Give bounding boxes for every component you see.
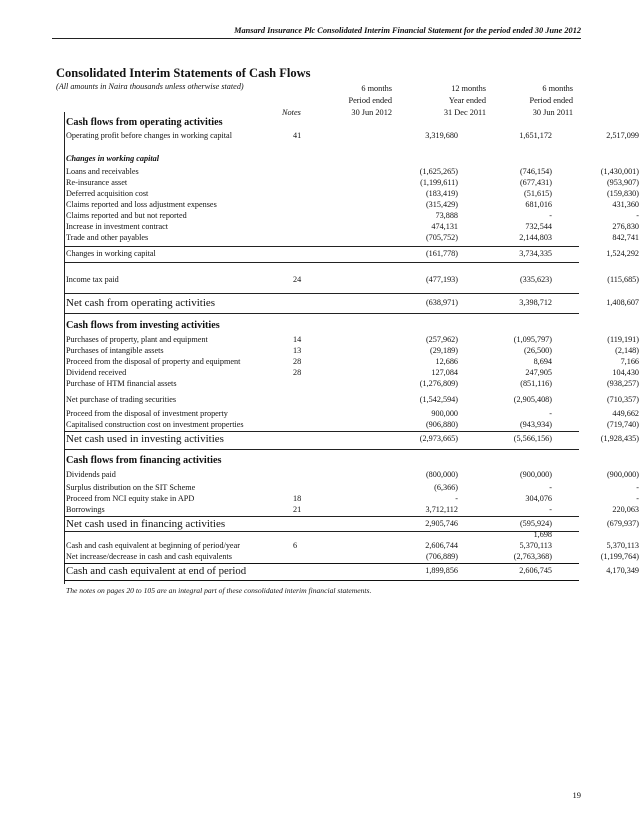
rule bbox=[64, 516, 579, 517]
table-row: Net purchase of trading securities (1,542,594) (2,905,408) (710,357) bbox=[66, 395, 639, 404]
table-row: Surplus distribution on the SIT Scheme (6,366) - - bbox=[66, 483, 639, 492]
table-row: Purchases of intangible assets 13 (29,189) (26,500) (2,148) bbox=[66, 346, 639, 355]
table-row: Cash flows from investing activities bbox=[66, 320, 220, 331]
table-row: Borrowings 21 3,712,112 - 220,063 bbox=[66, 505, 639, 514]
table-row: Proceed from the disposal of investment property 900,000 - 449,662 bbox=[66, 409, 639, 418]
table-row: Operating profit before changes in working capital 41 3,319,680 1,651,172 2,517,099 bbox=[66, 131, 639, 140]
col3-header-line3: 30 Jun 2011 bbox=[532, 108, 573, 117]
footnote: The notes on pages 20 to 105 are an integral part of these consolidated interim financial statements. bbox=[66, 586, 372, 595]
table-row: Loans and receivables (1,625,265) (746,154) (1,430,001) bbox=[66, 167, 639, 176]
col3-header-line2: Period ended bbox=[529, 96, 573, 105]
table-row: Claims reported and loss adjustment expenses (315,429) 681,016 431,360 bbox=[66, 200, 639, 209]
table-row: Increase in investment contract 474,131 732,544 276,830 bbox=[66, 222, 639, 231]
rule bbox=[64, 431, 579, 432]
col1-header-line1: 6 months bbox=[361, 84, 392, 93]
header-rule bbox=[52, 38, 581, 39]
table-row: Purchase of HTM financial assets (1,276,809) (851,116) (938,257) bbox=[66, 379, 639, 388]
table-row: Cash and cash equivalent at end of period 1,899,856 2,606,745 4,170,349 bbox=[66, 565, 639, 577]
rule bbox=[64, 580, 579, 581]
rule bbox=[64, 449, 579, 450]
table-row: Trade and other payables (705,752) 2,144,803 842,741 bbox=[66, 233, 639, 242]
table-row: Cash flows from operating activities bbox=[66, 117, 223, 128]
rule bbox=[64, 262, 579, 263]
table-row: Deferred acquisition cost (183,419) (51,615) (159,830) bbox=[66, 189, 639, 198]
table-row: Proceed from NCI equity stake in APD 18 - 304,076 - bbox=[66, 494, 639, 503]
col1-header-line3: 30 Jun 2012 bbox=[351, 108, 392, 117]
table-row: Net increase/decrease in cash and cash equivalents (706,889) (2,763,368) (1,199,764) bbox=[66, 552, 639, 561]
table-row: Net cash from operating activities (638,971) 3,398,712 1,408,607 bbox=[66, 297, 639, 309]
rule bbox=[64, 563, 579, 564]
table-row: Income tax paid 24 (477,193) (335,623) (115,685) bbox=[66, 275, 639, 284]
table-row: Dividends paid (800,000) (900,000) (900,000) bbox=[66, 470, 639, 479]
table-row: Changes in working capital bbox=[66, 154, 160, 163]
col2-header-line1: 12 months bbox=[451, 84, 486, 93]
table-row: Proceed from the disposal of property and equipment 28 12,686 8,694 7,166 bbox=[66, 357, 639, 366]
table-row: Capitalised construction cost on investment properties (906,880) (943,934) (719,740) bbox=[66, 420, 639, 429]
statement-title: Consolidated Interim Statements of Cash Flows bbox=[56, 66, 311, 80]
table-row: Cash flows from financing activities bbox=[66, 455, 222, 466]
table-row: Cash and cash equivalent at beginning of period/year 6 2,606,744 5,370,113 5,370,113 bbox=[66, 541, 639, 550]
table-row: Net cash used in investing activities (2,973,665) (5,566,156) (1,928,435) bbox=[66, 433, 639, 445]
rule bbox=[64, 293, 579, 294]
table-left-border bbox=[64, 112, 65, 584]
col1-header-line2: Period ended bbox=[348, 96, 392, 105]
table-row: Changes in working capital (161,778) 3,734,335 1,524,292 bbox=[66, 249, 639, 258]
rule bbox=[64, 313, 579, 314]
table-row: Re-insurance asset (1,199,611) (677,431) (953,907) bbox=[66, 178, 639, 187]
table-row: Dividend received 28 127,084 247,905 104,430 bbox=[66, 368, 639, 377]
notes-header: Notes bbox=[282, 108, 301, 117]
table-row: Net cash used in financing activities 2,905,746 (595,924) (679,937) bbox=[66, 518, 639, 530]
table-row: Claims reported and but not reported 73,888 - - bbox=[66, 211, 639, 220]
running-header: Mansard Insurance Plc Consolidated Interim Financial Statement for the period ended 30 June 2012 bbox=[234, 26, 581, 35]
page-number: 19 bbox=[572, 790, 581, 800]
statement-subtitle: (All amounts in Naira thousands unless otherwise stated) bbox=[56, 82, 244, 91]
col2-header-line2: Year ended bbox=[448, 96, 486, 105]
col3-header-line1: 6 months bbox=[542, 84, 573, 93]
col2-header-line3: 31 Dec 2011 bbox=[443, 108, 486, 117]
rule bbox=[64, 246, 579, 247]
table-row: 1,698 bbox=[533, 530, 552, 539]
table-row: Purchases of property, plant and equipment 14 (257,962) (1,095,797) (119,191) bbox=[66, 335, 639, 344]
